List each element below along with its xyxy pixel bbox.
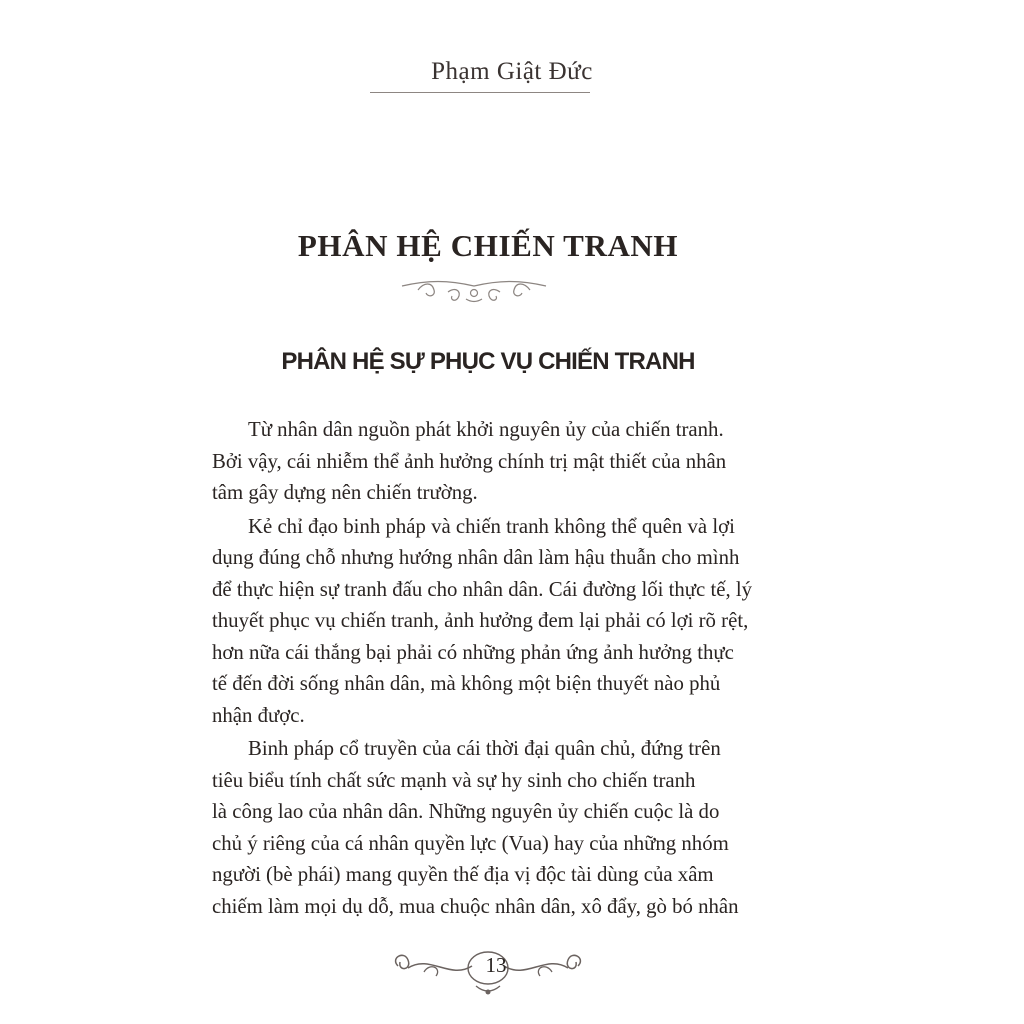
page-number: 13 xyxy=(485,953,507,977)
text-line: tế đến đời sống nhân dân, mà không một biện thuyết nào phủ xyxy=(212,672,721,695)
text-line: tâm gây dựng nên chiến trường. xyxy=(212,481,478,504)
text-line: tiêu biểu tính chất sức mạnh và sự hy sinh cho chiến tranh xyxy=(212,768,696,792)
text-line: nhận được. xyxy=(212,703,305,727)
section-title: PHÂN HỆ SỰ PHỤC VỤ CHIẾN TRANH xyxy=(281,348,695,375)
text-line: dụng đúng chỗ nhưng hướng nhân dân làm hậu thuẫn cho mình xyxy=(212,546,740,569)
text-line: Từ nhân dân nguồn phát khởi nguyên ủy của chiến tranh. xyxy=(248,418,724,441)
text-line: Binh pháp cổ truyền của cái thời đại quân chủ, đứng trên xyxy=(248,737,721,760)
text-line: hơn nữa cái thắng bại phải có những phản ứng ảnh hưởng thực xyxy=(212,640,734,664)
text-line: người (bè phái) mang quyền thế địa vị độc tài dùng của xâm xyxy=(212,863,714,886)
paragraph xyxy=(212,511,782,732)
text-line: là công lao của nhân dân. Những nguyên ủy chiến cuộc là do xyxy=(212,800,720,823)
header-rule xyxy=(370,92,590,93)
body-text xyxy=(212,414,782,924)
text-line: Bởi vậy, cái nhiễm thể ảnh hưởng chính trị mật thiết của nhân xyxy=(212,449,727,473)
chapter-title: PHÂN HỆ CHIẾN TRANH xyxy=(297,228,679,263)
paragraph xyxy=(212,733,782,922)
text-line: chủ ý riêng của cá nhân quyền lực (Vua) hay của những nhóm xyxy=(212,831,729,855)
text-line: chiếm làm mọi dụ dỗ, mua chuộc nhân dân, xô đẩy, gò bó nhân xyxy=(212,894,739,918)
paragraph xyxy=(212,414,782,509)
running-header-author: Phạm Giật Đức xyxy=(431,58,593,85)
text-line: thuyết phục vụ chiến tranh, ảnh hưởng đem lại phải có lợi rõ rệt, xyxy=(212,609,749,632)
title-ornament-icon xyxy=(398,276,550,304)
text-line: Kẻ chỉ đạo binh pháp và chiến tranh không thể quên và lợi xyxy=(248,514,735,538)
text-line: để thực hiện sự tranh đấu cho nhân dân. Cái đường lối thực tế, lý xyxy=(212,577,753,601)
